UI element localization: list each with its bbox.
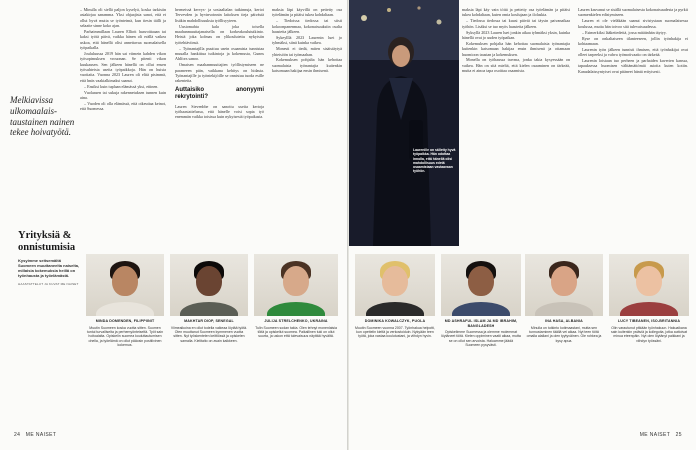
paragraph: – Minulla oli siellä paljon kyselyä, koska tarkistin asiakirjaa sanamma. Yksi ohjaajista sanoi, että et ollut hyvä mutta se työnteimä, kun tiesin tiälli ja selaatte sinne koko ajan. [80, 7, 166, 29]
paragraph: Syksyllä 2023 Lauren luet jonkin aikaa tyhmäksi yksin, kuinka hänellä ovat jo uuden työpaikan. [462, 29, 570, 40]
paragraph: Ryse on onkaltaiseen tilanteeseen, jollin työnhakija ei kohtaamaan. [578, 35, 688, 46]
paragraph: – Ensiksi kuin tuplaan elämässä yksi, ettinen. [84, 83, 159, 89]
paragraph: Parhaimmillaan Lauren Elliott haavoittaaan tai kaksi työtä päivä, vaikka hänen oli erällä vaikea uskoa, että hänellä olisi annettavaa suomalaisella työpaikalla. [80, 28, 166, 50]
portrait-photo [525, 254, 603, 316]
paragraph: Laurenin työn jälkeen tunnisti ihmisen, että työnhakijat ovat olleet tarpeeksi ja vahva työmotivaatio on tärkeää. [578, 46, 688, 58]
page-number: 25 [675, 432, 682, 438]
sidebar-header [18, 230, 80, 287]
profile-name: DOMINIKA KOWALCZYK, PUOLA [364, 319, 426, 323]
paragraph: – Tiedoissa tiedossa tai siisti kokoonpanenmaa, kokonaisuuksiin osalta haastetta jälkeen. [272, 18, 342, 34]
profile-quote: Olin varautunut pitkään työnhakuun. Hakuaikana sain kuitenkin ystäviä ja kollegoita, jotka auttoivat minua eteenpäin. Nyt olen löytänyt paikkani ja viihdyn työssäni. [610, 325, 688, 343]
portrait-photo [609, 254, 689, 316]
profile-name: MD ASHRAFUL ISLAM JA MD IBRAHIM, BANGLADESH [444, 319, 518, 328]
portrait-photo [86, 254, 164, 316]
profile-quote: Viimeaikoina en ollut todella vaikeaa löytää työtä. Olen muuttanut Suomeen kymmenen vuotta sitten. Nyt työskentelen keittiössä ja opiskelen samalla. Kielitaito on avain kaikkeen. [170, 325, 248, 343]
profile-name: INA HASA, ALBANIA [545, 319, 583, 323]
paragraph: Joululuussa 2019 hän sai viimein kahden vikon työsopimuksen vrouonan. Se pitenti vikon kuukausen. Sen jälkeen hänellä on ollut ensen työsuhteista useita työpaikkoja. Hän on huisia vuotiaita. Vuonna 2023 Lauren oli elitä pisimmä, että hnäs vaakialkimaksi saanut. [80, 50, 166, 83]
photo-caption: Laurenille on sälletty hyvä työpaikka. Hän odottaa innolla, että hänellä olisi mahdollisuus edetä osaamistaan vastaavaan työhön. [413, 148, 456, 174]
portrait-photo [170, 254, 248, 316]
portrait-photo [355, 254, 435, 316]
feature-photo [349, 0, 459, 246]
paragraph: – Tiedossa tiedossa tai kuusi päiviä tai täysin paivanaikaa työhön. Lisäksi se tuo myös haastetta jälkeen. [462, 18, 570, 29]
paragraph: Monesti ei tiedä, miten sisäistäytyä yhteisöön tai työmaahan. [272, 46, 342, 57]
profile-card [254, 254, 338, 339]
left-page [0, 0, 347, 450]
paragraph: – Vuoden oli olla elämässä, että oikeuttaa keinot, että Suomessa. [80, 100, 166, 112]
profile-card [86, 254, 164, 348]
paragraph: Lauren kasvanut se sisällä suomalaisesta kokonaisuudesta ja pyrkii suomenkielen edistymiseen. [578, 7, 688, 18]
profile-card [525, 254, 603, 343]
paragraph: Monella on työhaussa travma, jonka takia kysyessään on vaikea. Hän on sitä mieltä, että kielen osaaminen on tärkeää, mutta ei ainoa tapa osoittaa osaamista. [462, 57, 570, 74]
article-column-1 [80, 7, 166, 220]
paragraph: Kokemuksen pohjalta hän kehottaa suomalaisia työnantajia kuitenkin katsomaan hakijaa ensin ihmisenä. [272, 57, 342, 74]
profile-name: MINDA DOMENDEN, FILIPPIINIT [95, 319, 155, 323]
article-subhead: Auttaisiko anonyymi rekrytointi? [175, 86, 264, 101]
pull-quote: Melkiavissa ulkomaalais-taustainen nainen tekee hoivatyötä. [10, 95, 75, 138]
portrait-photo [441, 254, 521, 316]
article-column-5 [578, 7, 688, 245]
article-column-3 [272, 7, 342, 220]
paragraph: Laurenin loistaan tuo perheen ja parhaiden kaverien kanssa, tapauksessa huomisen välttämättömiä asioita kuten kotiin. Kanadalaissyntyiset ovat pitäneet häntä erityisesti. [578, 58, 688, 74]
right-page [349, 0, 696, 450]
paragraph: Lauren Stevenbbe on sanottu useita kertoja työhaastattelussa, että hänelle voisi sopia työ enemmän vaikka toisissa kuin nykyisestä työpaikasta. [175, 103, 264, 120]
profile-quote: Opiskelimme Suomessa ja olemme molemmat löytäneet töitä. Kielen oppiminen vaatii aikaa, mutta se on ollut sen arvoista. Haluamme jäädä Suomeen pysyvästi. [441, 330, 521, 348]
paragraph: Vuolaasen tai sukuja rakennetuksen tunnen kuin aina. [80, 89, 166, 100]
profile-card [170, 254, 248, 343]
profile-card [355, 254, 435, 339]
paragraph: maksia läpi käyvillä on pettetty osa työelämän ja pitäisi tukea kohdaltaan. [272, 7, 342, 18]
profile-card [441, 254, 521, 348]
profile-name: JULIJA STRELCHENKO, UKRAINA [264, 319, 328, 323]
paragraph: Omaisen maahanmuuttajien työllistymiseen ne paraneeen päin, vaikkana kehitys on hidasta. Työnantajille ja työntekijöille se onnistuu tuoda esille rakenteita. [175, 62, 264, 84]
feature-photo-illustration [349, 0, 459, 246]
page-folio-left [14, 432, 56, 438]
portrait-photo [254, 254, 338, 316]
sidebar-intro: Kysyimme seitsemältä Suomeen muuttaneelta naiselta, millaisia kokemuksia heillä on työnhausta ja työelämästä. [18, 258, 80, 279]
paragraph: hermeissä kervys- ja sosiaalialan tutkinnuja, kertoi Tervevden ja hyvinvoinnin laitoksen tieja päivästä lisäkin mahdollisuuksia työllisyyteen. [175, 7, 264, 23]
page-number: 24 [14, 432, 21, 438]
magazine-name: ME NAISET [639, 432, 671, 438]
profile-name: LUCY TIBEANEN, ISO-BRITANNIA [617, 319, 681, 323]
paragraph: – Esimerkiksi lääketiedettä, jossa mitäänhän täytyy. [582, 29, 667, 35]
paragraph: – Työnantajilla puuttuu usein osaamista tunnistaa muualla hankittua tutkintoja ja kokemusta, Gunns Ahlfors sanoo. [175, 45, 264, 62]
article-column-4 [462, 7, 570, 245]
paragraph: maksia läpi käy vain töitä ja pettetty osa työelämän ja pitäisi tukea kohdaltaan, kuten omia koulujaan ja ilolaskia. [462, 7, 570, 18]
article-column-2 [175, 7, 264, 220]
profile-quote: Tulin Suomeen sodan takia. Olen tehnyt monenlaisia töitä ja opiskellut suomea. Paikallinen tuki on ollut suurta, ja uskon että tulevaisuus näyttää hyvältä. [255, 325, 337, 339]
paragraph: Sykeylllä 2023 Laurenin luet jo tyhmäksi, siinä kuinka vaikea. [272, 34, 342, 46]
profile-quote: Minulla on tutkinto kotimaastani, mutta sen tunnustaminen täällä vei aikaa. Nyt teen töitä omalla alallani ja olen tyytyväinen. Ole rohkea ja kysy apua. [526, 325, 602, 343]
profile-quote: Muutin Suomeen koska vuotta sitten. Suomen tuntui turvalliselta ja perhemyönteiseltä. Työt sain hoitoalalta. Opiskelin suomea kouluttautumisen ohella, ja työelämä on ollut pääosin positiivinen kokemus. [86, 325, 164, 348]
paragraph: Uusiomahta kala joka toisella maahanmuuttajanaisella on korkeakoulututkinto. Heistä joka kolmas on ylikoulutettu nykyisiin työtehtäviinsä. [175, 23, 264, 45]
paragraph: Lauren ei ole vieläkään saanut sivistystaan suomalaisessa koulussa, mutta hän toivoo sitä tulevaisuudessa. [578, 18, 688, 29]
profile-name: MAKHTAR DIOP, SENEGAL [184, 319, 234, 323]
paragraph: Kokemuksen pohjalta hän kehottaa suomalaisia työnantajia kuitenkin katsomaan hakijaa ensin ihmisenä ja ottamaan huomioon taustan ja kokemuksen. [462, 40, 570, 57]
profile-card [609, 254, 689, 343]
sidebar-credit: HAASTATTELUT JA KUVAT ME NAISET [18, 282, 79, 287]
page-folio-right [640, 432, 682, 438]
sidebar-title: Yrityksiä & onnistumisia [18, 230, 76, 253]
magazine-name: ME NAISET [25, 432, 57, 438]
profile-quote: Muutin Suomeen vuonna 2007. Työnhakua helpotti, kun opettelin kieltä ja verkostoiduin. Nykyään teen työtä, joka vastaa koulutustani, ja viihdyn hyvin. [355, 325, 435, 339]
